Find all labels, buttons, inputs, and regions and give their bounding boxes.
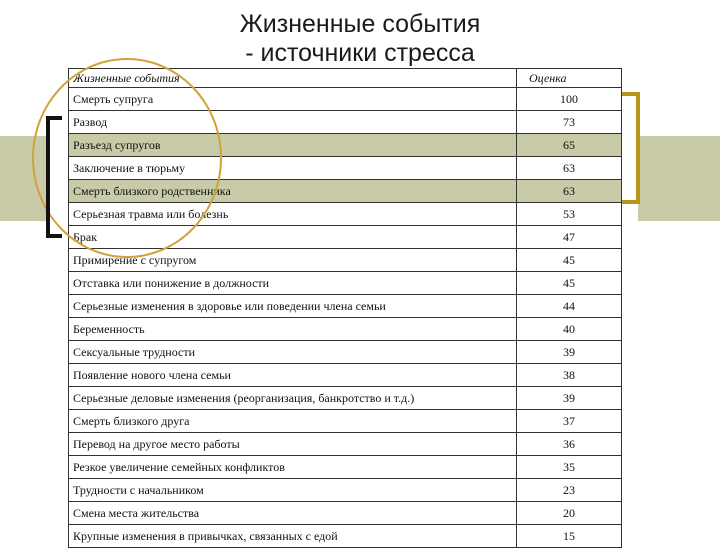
left-bracket-annotation bbox=[46, 116, 62, 238]
event-cell: Смена места жительства bbox=[69, 502, 517, 525]
event-cell: Трудности с начальником bbox=[69, 479, 517, 502]
event-cell: Разъезд супругов bbox=[69, 134, 517, 157]
score-cell: 39 bbox=[517, 387, 622, 410]
life-events-table bbox=[68, 68, 622, 548]
event-cell: Перевод на другое место работы bbox=[69, 433, 517, 456]
table-row bbox=[69, 456, 622, 479]
event-cell: Отставка или понижение в должности bbox=[69, 272, 517, 295]
score-cell: 36 bbox=[517, 433, 622, 456]
table-row-highlighted bbox=[69, 180, 622, 203]
title-line-2: - источники стресса bbox=[245, 39, 475, 67]
title-line-1: Жизненные события bbox=[239, 10, 481, 38]
event-cell: Развод bbox=[69, 111, 517, 134]
table-row bbox=[69, 433, 622, 456]
score-cell: 53 bbox=[517, 203, 622, 226]
right-bracket-annotation bbox=[622, 92, 640, 204]
event-cell: Появление нового члена семьи bbox=[69, 364, 517, 387]
score-cell: 40 bbox=[517, 318, 622, 341]
score-cell: 23 bbox=[517, 479, 622, 502]
event-cell: Смерть супруга bbox=[69, 88, 517, 111]
table-row bbox=[69, 318, 622, 341]
table-row-highlighted bbox=[69, 134, 622, 157]
table-row bbox=[69, 341, 622, 364]
table-row bbox=[69, 272, 622, 295]
score-cell: 65 bbox=[517, 134, 622, 157]
score-cell: 20 bbox=[517, 502, 622, 525]
score-cell: 63 bbox=[517, 157, 622, 180]
event-cell: Беременность bbox=[69, 318, 517, 341]
score-cell: 47 bbox=[517, 226, 622, 249]
event-cell: Сексуальные трудности bbox=[69, 341, 517, 364]
highlight-band-left bbox=[0, 136, 50, 221]
table-row bbox=[69, 249, 622, 272]
event-cell: Смерть близкого друга bbox=[69, 410, 517, 433]
score-cell: 63 bbox=[517, 180, 622, 203]
score-cell: 35 bbox=[517, 456, 622, 479]
score-cell: 37 bbox=[517, 410, 622, 433]
score-cell: 100 bbox=[517, 88, 622, 111]
event-cell: Заключение в тюрьму bbox=[69, 157, 517, 180]
table-row bbox=[69, 479, 622, 502]
score-cell: 44 bbox=[517, 295, 622, 318]
table-row bbox=[69, 111, 622, 134]
score-cell: 73 bbox=[517, 111, 622, 134]
score-cell: 45 bbox=[517, 249, 622, 272]
table-row bbox=[69, 502, 622, 525]
table-header-row bbox=[69, 69, 622, 88]
table-row bbox=[69, 157, 622, 180]
event-cell: Серьезные изменения в здоровье или поведении члена семьи bbox=[69, 295, 517, 318]
event-cell: Резкое увеличение семейных конфликтов bbox=[69, 456, 517, 479]
score-cell: 38 bbox=[517, 364, 622, 387]
table-row bbox=[69, 88, 622, 111]
slide-title bbox=[170, 10, 550, 68]
score-cell: 39 bbox=[517, 341, 622, 364]
table-row bbox=[69, 226, 622, 249]
event-cell: Смерть близкого родственника bbox=[69, 180, 517, 203]
event-cell: Брак bbox=[69, 226, 517, 249]
event-cell: Серьезные деловые изменения (реорганизация, банкротство и т.д.) bbox=[69, 387, 517, 410]
highlight-band-right bbox=[638, 136, 720, 221]
event-cell: Крупные изменения в привычках, связанных с едой bbox=[69, 525, 517, 548]
score-cell: 45 bbox=[517, 272, 622, 295]
table-row bbox=[69, 203, 622, 226]
table-row bbox=[69, 387, 622, 410]
table-row bbox=[69, 525, 622, 548]
table-row bbox=[69, 295, 622, 318]
score-cell: 15 bbox=[517, 525, 622, 548]
header-event: Жизненные события bbox=[69, 69, 517, 88]
table-row bbox=[69, 410, 622, 433]
table-row bbox=[69, 364, 622, 387]
event-cell: Примирение с супругом bbox=[69, 249, 517, 272]
event-cell: Серьезная травма или болезнь bbox=[69, 203, 517, 226]
header-score: Оценка bbox=[517, 69, 622, 88]
